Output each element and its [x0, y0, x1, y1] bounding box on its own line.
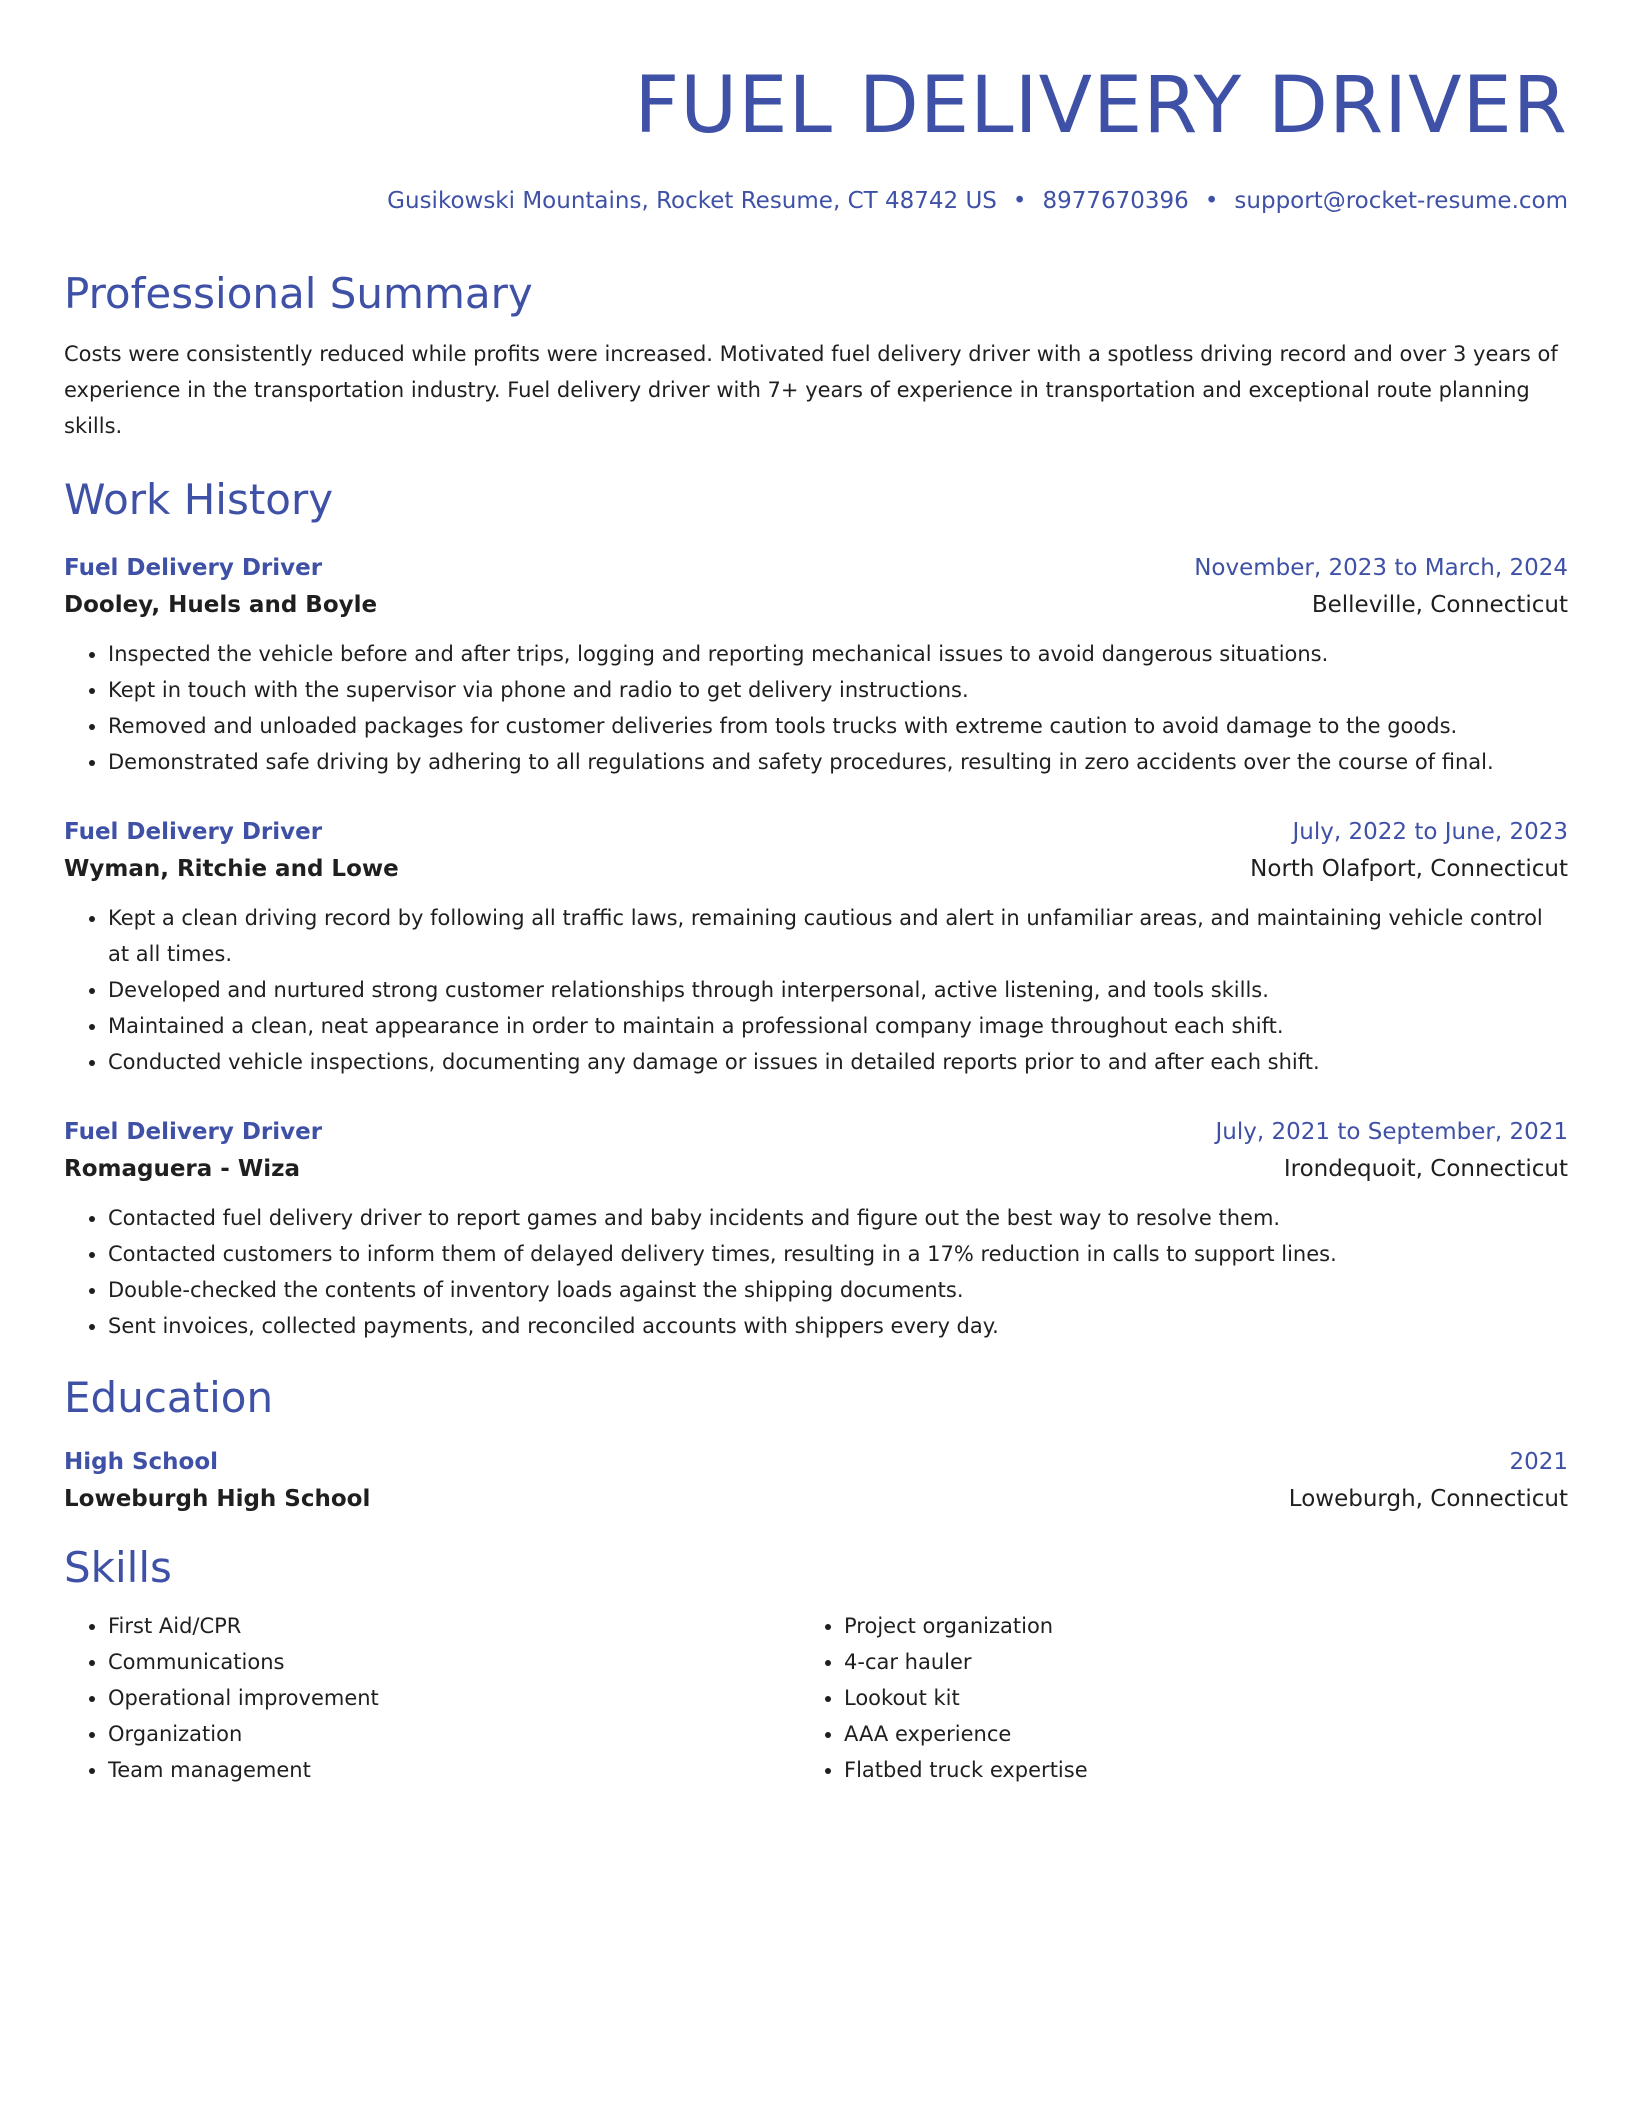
summary-heading: Professional Summary [64, 269, 533, 318]
job-dates: July, 2021 to September, 2021 [1215, 1119, 1568, 1145]
skill-item: • Team management [108, 1752, 800, 1788]
job-location: North Olafport, Connecticut [1250, 856, 1568, 882]
job-company: Dooley, Huels and Boyle [64, 592, 378, 618]
job-entry [64, 550, 1568, 780]
job-bullet: • Demonstrated safe driving by adhering to all regulations and safety procedures, resulting in zero accidents over the course of final. [108, 744, 1568, 780]
work-history-heading: Work History [64, 475, 334, 524]
job-dates: November, 2023 to March, 2024 [1194, 555, 1568, 581]
job-bullet: • Kept a clean driving record by following all traffic laws, remaining cautious and alert in unfamiliar areas, and maintaining vehicle control at all times. [108, 900, 1568, 972]
job-location: Irondequoit, Connecticut [1283, 1156, 1568, 1182]
education-location: Loweburgh, Connecticut [1288, 1486, 1568, 1512]
skill-item: • First Aid/CPR [108, 1608, 800, 1644]
education-heading: Education [64, 1373, 274, 1422]
skill-item: • Communications [108, 1644, 800, 1680]
summary-text: Costs were consistently reduced while profits were increased. Motivated fuel delivery driver with a spotless driving record and over 3 years of experience in the transportation industry. Fuel delivery driver with 7+ years of experience in transportation and exceptional route planning skills. [64, 342, 1558, 438]
job-bullet: • Sent invoices, collected payments, and reconciled accounts with shippers every day. [108, 1308, 1568, 1344]
skills-list [64, 1608, 1568, 1788]
job-bullet: • Contacted customers to inform them of delayed delivery times, resulting in a 17% reduction in calls to support lines. [108, 1236, 1568, 1272]
job-title: Fuel Delivery Driver [64, 1119, 323, 1145]
skill-item: • Operational improvement [108, 1680, 800, 1716]
contact-separator: • [1012, 188, 1027, 214]
education-school: Loweburgh High School [64, 1486, 371, 1512]
contact-address: Gusikowski Mountains, Rocket Resume, CT 48742 US [387, 188, 997, 214]
skill-item: • Project organization [844, 1608, 1536, 1644]
skill-item: • 4-car hauler [844, 1644, 1536, 1680]
job-bullet: • Developed and nurtured strong customer relationships through interpersonal, active listening, and tools skills. [108, 972, 1568, 1008]
skill-item: • Lookout kit [844, 1680, 1536, 1716]
contact-line [64, 184, 1568, 218]
skill-item: • Organization [108, 1716, 800, 1752]
job-bullets [64, 636, 1568, 780]
job-title: Fuel Delivery Driver [64, 555, 323, 581]
job-title: Fuel Delivery Driver [64, 819, 323, 845]
resume-name-heading: FUEL DELIVERY DRIVER [634, 61, 1568, 151]
skills-column-right [800, 1608, 1536, 1788]
job-bullet: • Double-checked the contents of inventory loads against the shipping documents. [108, 1272, 1568, 1308]
skills-column-left [64, 1608, 800, 1788]
job-bullets [64, 1200, 1568, 1344]
job-bullet: • Maintained a clean, neat appearance in order to maintain a professional company image throughout each shift. [108, 1008, 1568, 1044]
job-bullet: • Kept in touch with the supervisor via phone and radio to get delivery instructions. [108, 672, 1568, 708]
job-location: Belleville, Connecticut [1311, 592, 1568, 618]
job-bullet: • Conducted vehicle inspections, documenting any damage or issues in detailed reports prior to and after each shift. [108, 1044, 1568, 1080]
job-company: Romaguera - Wiza [64, 1156, 301, 1182]
job-company: Wyman, Ritchie and Lowe [64, 856, 399, 882]
contact-email: support@rocket-resume.com [1234, 188, 1568, 214]
job-entry [64, 1114, 1568, 1344]
education-year: 2021 [1509, 1449, 1568, 1475]
job-dates: July, 2022 to June, 2023 [1292, 819, 1568, 845]
skills-heading: Skills [64, 1543, 172, 1592]
contact-phone: 8977670396 [1042, 188, 1189, 214]
job-bullet: • Removed and unloaded packages for customer deliveries from tools trucks with extreme caution to avoid damage to the goods. [108, 708, 1568, 744]
skill-item: • AAA experience [844, 1716, 1536, 1752]
skill-item: • Flatbed truck expertise [844, 1752, 1536, 1788]
job-bullets [64, 900, 1568, 1080]
job-entry [64, 814, 1568, 1080]
job-bullet: • Inspected the vehicle before and after trips, logging and reporting mechanical issues to avoid dangerous situations. [108, 636, 1568, 672]
job-bullet: • Contacted fuel delivery driver to report games and baby incidents and figure out the best way to resolve them. [108, 1200, 1568, 1236]
education-degree: High School [64, 1449, 219, 1475]
education-entry [64, 1444, 1568, 1518]
contact-separator: • [1204, 188, 1219, 214]
